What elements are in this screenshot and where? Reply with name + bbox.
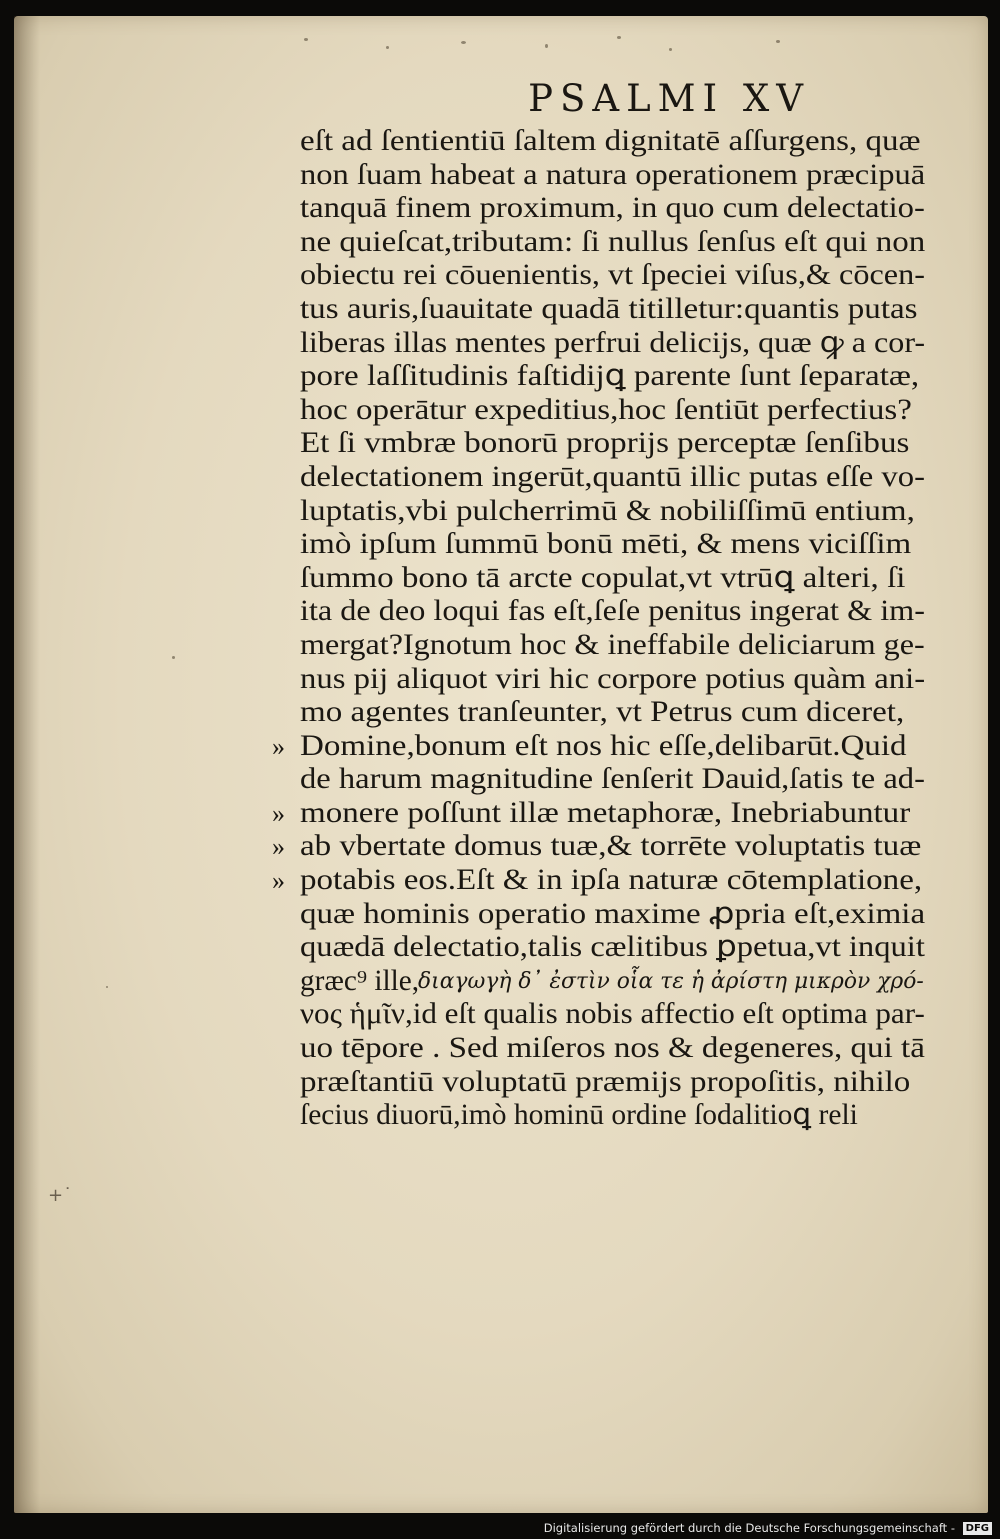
margin-quote-mark: » xyxy=(272,866,285,896)
margin-quote-mark: » xyxy=(272,832,285,862)
text-line: præſtantiū voluptatū præmijs propoſitis, nihilo xyxy=(300,1065,911,1098)
text-line: quæ hominis operatio maxime ꝓpria eſt,eximia xyxy=(300,897,926,930)
text-line: non ſuam habeat a natura operationem præcipuā xyxy=(300,158,926,191)
text-line: obiectu rei cōuenientis, vt ſpeciei viſus,& cōcen- xyxy=(300,259,925,292)
text-block xyxy=(272,125,926,1133)
gutter-shadow xyxy=(14,16,40,1513)
text-line: quædā delectatio,talis cælitibus ꝑpetua,vt inquit xyxy=(300,931,925,964)
margin-quote-mark: » xyxy=(272,798,285,828)
margin-quote-mark: » xyxy=(272,731,285,761)
text-line: nus pij aliquot viri hic corpore potius quàm ani- xyxy=(300,662,926,695)
text-line: ſummo bono tā arcte copulat,vt vtrūꝗ alteri, ſi xyxy=(300,561,906,594)
text-line: uo tēpore . Sed miſeros nos & degeneres, qui tā xyxy=(300,1032,925,1065)
text-line: νος ἡμῖν,id eſt qualis nobis affectio eſt optima par- xyxy=(300,998,925,1031)
text-line: tanquā finem proximum, in quo cum delectatio- xyxy=(300,192,925,225)
text-line: ita de deo loqui fas eſt,ſeſe penitus ingerat & im- xyxy=(300,595,925,628)
text-line: mergat?Ignotum hoc & ineffabile deliciarum ge- xyxy=(300,628,925,661)
greek-phrase: διαγωγὴ δ᾽ ἐστὶν οἷα τε ἡ ἀρίστη μικρὸν χρό- xyxy=(418,968,924,994)
text-line: liberas illas mentes perfrui delicijs, quæ ꝙ a cor- xyxy=(300,326,926,359)
text-line: ne quieſcat,tributam: ſi nullus ſenſus eſt qui non xyxy=(300,225,926,258)
text-line: luptatis,vbi pulcherrimū & nobiliſſimū entium, xyxy=(300,494,915,527)
text-line: » potabis eos.Eſt & in ipſa naturæ cōtemplatione, xyxy=(272,864,923,897)
text-line: » monere poſſunt illæ metaphoræ, Inebriabuntur xyxy=(272,796,911,829)
text-line: imò ipſum ſummū bonū mēti, & mens viciſſim xyxy=(300,528,912,561)
text-line: de harum magnitudine ſenſerit Dauid,ſatis te ad- xyxy=(300,763,925,796)
text-line: pore laſſitudinis faſtidijꝗ parente ſunt ſeparatæ, xyxy=(300,360,920,393)
text-line: hoc operātur expeditius,hoc ſentiūt perfectius? xyxy=(300,393,912,426)
corner-mark: +˙ xyxy=(48,1185,73,1206)
text-line: græc⁹ ille, διαγωγὴ δ᾽ ἐστὶν οἷα τε ἡ ἀρίστη μικρὸν χρό- xyxy=(300,964,924,997)
text-line: mo agentes tranſeunter, vt Petrus cum diceret, xyxy=(300,696,905,729)
footer-text: Digitalisierung gefördert durch die Deutsche Forschungsgemeinschaft - xyxy=(543,1521,955,1535)
text-line: tus auris,ſuauitate quadā titilletur:quantis putas xyxy=(300,292,918,325)
footer-credit xyxy=(544,1521,992,1535)
text-line: » ab vbertate domus tuæ,& torrēte voluptatis tuæ xyxy=(272,830,922,863)
text-line: ſecius diuorū,imò hominū ordine ſodalitioꝗ reli xyxy=(300,1099,858,1132)
text-line: Et ſi vmbræ bonorū proprijs perceptæ ſenſibus xyxy=(300,427,910,460)
text-line: » Domine,bonum eſt nos hic eſſe,delibarūt.Quid xyxy=(272,729,907,762)
text-line: delectationem ingerūt,quantū illic putas eſſe vo- xyxy=(300,460,926,493)
dfg-logo: DFG xyxy=(963,1522,992,1535)
running-head: PSALMI XV xyxy=(528,77,810,120)
text-line: eſt ad ſentientiū ſaltem dignitatē aſſurgens, quæ xyxy=(300,125,921,157)
